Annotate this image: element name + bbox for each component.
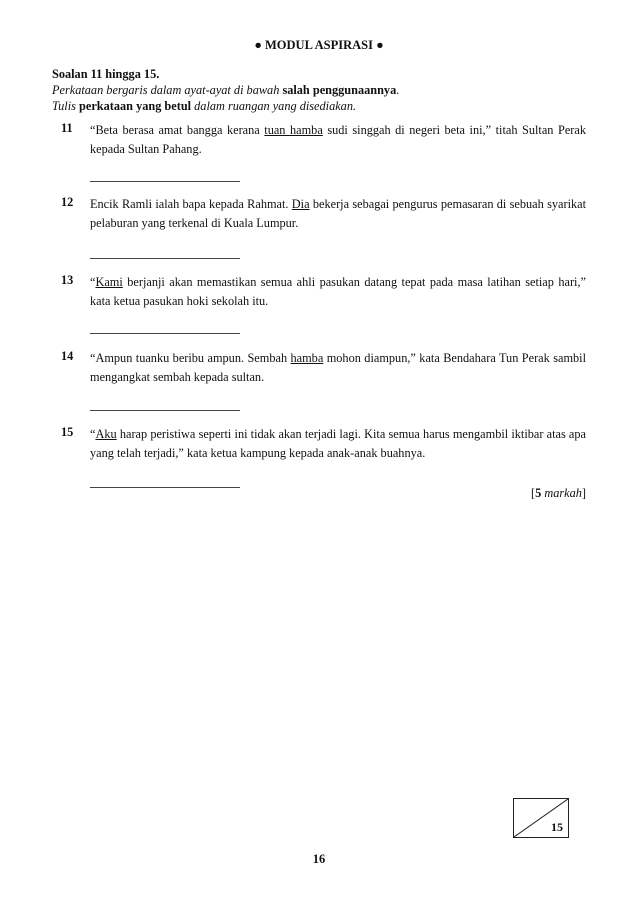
score-box <box>513 798 569 838</box>
instruction-italic-text: dalam ruangan yang disediakan. <box>194 99 357 113</box>
answer-line-11[interactable] <box>90 181 240 182</box>
question-number: 15 <box>61 425 74 439</box>
instruction-title: Soalan 11 hingga 15. <box>52 67 160 81</box>
instructions <box>52 66 399 114</box>
question-text <box>90 121 586 158</box>
question-number: 11 <box>61 121 73 135</box>
instruction-italic-text: Perkataan bergaris dalam ayat-ayat di bawah <box>52 83 280 97</box>
instruction-line-2 <box>52 82 399 98</box>
answer-line-13[interactable] <box>90 333 240 334</box>
marks-word: markah <box>544 486 582 500</box>
underlined-word: hamba <box>290 351 324 365</box>
text-after: bekerja sebagai pengurus pemasaran di sebuah syarikat pelaburan yang terkenal di Kuala Lumpur. <box>90 197 587 230</box>
text-before: Encik Ramli ialah bapa kepada Rahmat. <box>90 197 292 211</box>
instruction-italic-text: Tulis <box>52 99 76 113</box>
instruction-bold-text: perkataan yang betul <box>79 99 192 113</box>
bracket-open: [ <box>530 486 536 500</box>
question-text <box>90 349 586 386</box>
text-before: “ <box>90 427 96 441</box>
text-after: harap peristiwa seperti ini tidak akan terjadi lagi. Kita semua harus mengambil iktibar atas apa yang telah terjadi,” kata ketua kampung kepada anak-anak buahnya. <box>90 427 586 460</box>
question-text <box>90 273 586 310</box>
instruction-bold-text: salah penggunaannya <box>282 83 397 97</box>
question-text <box>90 195 586 232</box>
text-after: mohon diampun,” kata Bendahara Tun Perak sambil mengangkat sembah kepada sultan. <box>90 351 586 384</box>
module-header: ● MODUL ASPIRASI ● <box>254 38 384 52</box>
text-before: “Beta berasa amat bangga kerana <box>90 123 265 137</box>
marks-number: 5 <box>535 486 542 500</box>
answer-line-12[interactable] <box>90 258 240 259</box>
text-after: sudi singgah di negeri beta ini,” titah Sultan Perak kepada Sultan Pahang. <box>90 123 586 156</box>
text-before: “Ampun tuanku beribu ampun. Sembah <box>90 351 291 365</box>
marks-label <box>531 486 586 501</box>
answer-line-14[interactable] <box>90 410 240 411</box>
question-number: 13 <box>61 273 74 287</box>
underlined-word: Aku <box>95 427 117 441</box>
underlined-word: tuan hamba <box>264 123 323 137</box>
instruction-line-3 <box>52 98 399 114</box>
bracket-close: ] <box>581 486 586 500</box>
question-number: 14 <box>61 349 74 363</box>
question-text <box>90 425 586 462</box>
page-number: 16 <box>312 852 326 866</box>
text-after: berjanji akan memastikan semua ahli pasukan datang tepat pada masa latihan setiap hari,” kata ketua pasukan hoki sekolah itu. <box>90 275 586 308</box>
answer-line-15[interactable] <box>90 487 240 488</box>
score-total: 15 <box>551 820 563 834</box>
question-number: 12 <box>61 195 74 209</box>
instruction-period: . <box>396 83 400 97</box>
underlined-word: Kami <box>95 275 123 289</box>
underlined-word: Dia <box>291 197 310 211</box>
text-before: “ <box>90 275 96 289</box>
